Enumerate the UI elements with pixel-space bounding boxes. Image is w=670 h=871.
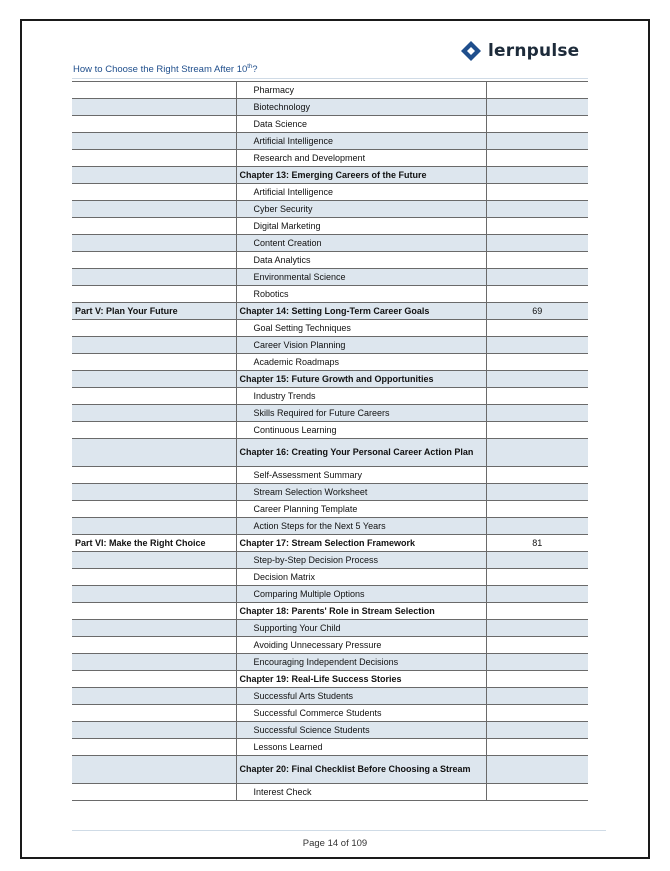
toc-section-cell bbox=[236, 722, 486, 739]
toc-page-cell bbox=[486, 116, 588, 133]
table-row bbox=[72, 439, 588, 467]
section-title: Successful Commerce Students bbox=[253, 707, 382, 718]
toc-page-cell bbox=[486, 337, 588, 354]
toc-page-cell bbox=[486, 722, 588, 739]
toc-page-cell bbox=[486, 671, 588, 688]
toc-part-cell bbox=[72, 439, 236, 467]
toc-section-cell bbox=[236, 269, 486, 286]
toc-body bbox=[72, 82, 588, 801]
toc-chapter-cell bbox=[236, 439, 486, 467]
toc-part-cell bbox=[72, 116, 236, 133]
toc-page-cell: 81 bbox=[486, 535, 588, 552]
toc-part-cell: Part VI: Make the Right Choice bbox=[72, 535, 236, 552]
toc-section-cell bbox=[236, 354, 486, 371]
section-title: Content Creation bbox=[253, 237, 322, 248]
table-row bbox=[72, 637, 588, 654]
toc-page-cell bbox=[486, 484, 588, 501]
toc-section-cell bbox=[236, 586, 486, 603]
toc-part-cell bbox=[72, 586, 236, 603]
toc-chapter-cell bbox=[236, 371, 486, 388]
toc-page-cell bbox=[486, 439, 588, 467]
toc-page-cell bbox=[486, 603, 588, 620]
toc-part-cell bbox=[72, 671, 236, 688]
toc-section-cell bbox=[236, 150, 486, 167]
toc-page-cell bbox=[486, 286, 588, 303]
toc-chapter-cell bbox=[236, 167, 486, 184]
toc-part-cell bbox=[72, 654, 236, 671]
table-row bbox=[72, 671, 588, 688]
toc-section-cell bbox=[236, 201, 486, 218]
page-number-footer: Page 14 of 109 bbox=[302, 838, 368, 849]
header-divider bbox=[72, 78, 588, 79]
toc-page-cell bbox=[486, 99, 588, 116]
toc-section-cell bbox=[236, 705, 486, 722]
toc-part-cell bbox=[72, 422, 236, 439]
toc-part-cell bbox=[72, 705, 236, 722]
table-row bbox=[72, 518, 588, 535]
table-row bbox=[72, 535, 588, 552]
chapter-title: Chapter 18: Parents' Role in Stream Selection bbox=[239, 605, 435, 616]
toc-page-cell bbox=[486, 739, 588, 756]
toc-section-cell bbox=[236, 252, 486, 269]
chapter-title: Chapter 15: Future Growth and Opportunities bbox=[239, 373, 434, 384]
toc-part-cell bbox=[72, 286, 236, 303]
table-row bbox=[72, 603, 588, 620]
header-title-prefix: How to Choose the Right Stream After 10 bbox=[73, 64, 248, 76]
section-title: Artificial Intelligence bbox=[253, 135, 334, 146]
table-row bbox=[72, 252, 588, 269]
section-title: Data Science bbox=[253, 118, 308, 129]
toc-chapter-cell bbox=[236, 756, 486, 784]
section-title: Cyber Security bbox=[253, 203, 313, 214]
toc-section-cell bbox=[236, 501, 486, 518]
toc-page-cell bbox=[486, 467, 588, 484]
toc-section-cell bbox=[236, 235, 486, 252]
table-row bbox=[72, 756, 588, 784]
toc-part-cell bbox=[72, 405, 236, 422]
table-row bbox=[72, 371, 588, 388]
section-title: Successful Science Students bbox=[253, 724, 370, 735]
logo-text: lernpulse bbox=[488, 41, 580, 61]
table-row bbox=[72, 784, 588, 801]
toc-part-cell bbox=[72, 484, 236, 501]
toc-section-cell bbox=[236, 784, 486, 801]
toc-chapter-cell bbox=[236, 303, 486, 320]
toc-page-cell bbox=[486, 756, 588, 784]
section-title: Stream Selection Worksheet bbox=[253, 486, 368, 497]
toc-part-cell bbox=[72, 337, 236, 354]
toc-section-cell bbox=[236, 552, 486, 569]
table-row bbox=[72, 569, 588, 586]
toc-part-cell bbox=[72, 784, 236, 801]
toc-part-cell bbox=[72, 388, 236, 405]
toc-page-cell bbox=[486, 150, 588, 167]
table-row bbox=[72, 99, 588, 116]
table-row bbox=[72, 116, 588, 133]
table-row bbox=[72, 586, 588, 603]
table-row bbox=[72, 405, 588, 422]
table-row bbox=[72, 133, 588, 150]
section-title: Artificial Intelligence bbox=[253, 186, 334, 197]
toc-chapter-cell bbox=[236, 671, 486, 688]
toc-page-cell bbox=[486, 320, 588, 337]
toc-part-cell bbox=[72, 603, 236, 620]
toc-section-cell bbox=[236, 654, 486, 671]
toc-section-cell bbox=[236, 467, 486, 484]
toc-part-cell bbox=[72, 235, 236, 252]
toc-page-cell bbox=[486, 388, 588, 405]
section-title: Biotechnology bbox=[253, 101, 311, 112]
table-row bbox=[72, 320, 588, 337]
toc-section-cell bbox=[236, 388, 486, 405]
toc-part-cell bbox=[72, 167, 236, 184]
toc-page-cell bbox=[486, 184, 588, 201]
diamond-logo-icon bbox=[460, 40, 482, 62]
toc-section-cell bbox=[236, 82, 486, 99]
toc-chapter-cell bbox=[236, 535, 486, 552]
brand-logo bbox=[460, 40, 579, 62]
toc-section-cell bbox=[236, 99, 486, 116]
section-title: Interest Check bbox=[253, 786, 312, 797]
toc-page-cell bbox=[486, 501, 588, 518]
toc-part-cell bbox=[72, 320, 236, 337]
table-row bbox=[72, 167, 588, 184]
table-row bbox=[72, 82, 588, 99]
table-row bbox=[72, 484, 588, 501]
section-title: Environmental Science bbox=[253, 271, 346, 282]
table-row bbox=[72, 184, 588, 201]
table-row bbox=[72, 705, 588, 722]
toc-section-cell bbox=[236, 518, 486, 535]
toc-page-cell bbox=[486, 218, 588, 235]
table-row bbox=[72, 354, 588, 371]
table-row bbox=[72, 150, 588, 167]
toc-section-cell bbox=[236, 337, 486, 354]
toc-page-cell bbox=[486, 422, 588, 439]
table-row bbox=[72, 654, 588, 671]
section-title: Avoiding Unnecessary Pressure bbox=[253, 639, 382, 650]
footer-divider bbox=[72, 830, 606, 831]
document-header-title bbox=[73, 64, 258, 75]
section-title: Career Planning Template bbox=[253, 503, 358, 514]
section-title: Supporting Your Child bbox=[253, 622, 341, 633]
toc-page-cell: 69 bbox=[486, 303, 588, 320]
table-row bbox=[72, 739, 588, 756]
toc-page-cell bbox=[486, 167, 588, 184]
table-row bbox=[72, 388, 588, 405]
toc-part-cell bbox=[72, 569, 236, 586]
toc-page-cell bbox=[486, 371, 588, 388]
section-title: Digital Marketing bbox=[253, 220, 321, 231]
table-row bbox=[72, 688, 588, 705]
toc-part-cell bbox=[72, 133, 236, 150]
toc-page-cell bbox=[486, 518, 588, 535]
toc-section-cell bbox=[236, 184, 486, 201]
toc-page-cell bbox=[486, 405, 588, 422]
toc-page-cell bbox=[486, 586, 588, 603]
chapter-title: Chapter 20: Final Checklist Before Choosing a Stream bbox=[239, 764, 471, 774]
section-title: Data Analytics bbox=[253, 254, 311, 265]
table-row bbox=[72, 467, 588, 484]
section-title: Action Steps for the Next 5 Years bbox=[253, 520, 386, 531]
table-row bbox=[72, 235, 588, 252]
toc-section-cell bbox=[236, 739, 486, 756]
toc-part-cell bbox=[72, 184, 236, 201]
toc-section-cell bbox=[236, 637, 486, 654]
toc-chapter-cell bbox=[236, 603, 486, 620]
toc-part-cell bbox=[72, 688, 236, 705]
table-row bbox=[72, 269, 588, 286]
section-title: Step-by-Step Decision Process bbox=[253, 554, 379, 565]
table-row bbox=[72, 620, 588, 637]
chapter-title: Chapter 13: Emerging Careers of the Future bbox=[239, 169, 427, 180]
table-row bbox=[72, 552, 588, 569]
toc-page-cell bbox=[486, 354, 588, 371]
toc-section-cell bbox=[236, 320, 486, 337]
section-title: Comparing Multiple Options bbox=[253, 588, 365, 599]
toc-section-cell bbox=[236, 620, 486, 637]
toc-part-cell bbox=[72, 552, 236, 569]
toc-page-cell bbox=[486, 654, 588, 671]
section-title: Successful Arts Students bbox=[253, 690, 354, 701]
chapter-title: Chapter 14: Setting Long-Term Career Goals bbox=[239, 305, 430, 316]
toc-page-cell bbox=[486, 269, 588, 286]
section-title: Continuous Learning bbox=[253, 424, 337, 435]
toc-page-cell bbox=[486, 82, 588, 99]
toc-part-cell bbox=[72, 501, 236, 518]
toc-section-cell bbox=[236, 569, 486, 586]
section-title: Decision Matrix bbox=[253, 571, 316, 582]
section-title: Career Vision Planning bbox=[253, 339, 346, 350]
toc-page-cell bbox=[486, 133, 588, 150]
toc-section-cell bbox=[236, 422, 486, 439]
section-title: Pharmacy bbox=[253, 84, 295, 95]
toc-page-cell bbox=[486, 235, 588, 252]
toc-page-cell bbox=[486, 201, 588, 218]
toc-part-cell bbox=[72, 722, 236, 739]
section-title: Goal Setting Techniques bbox=[253, 322, 351, 333]
toc-page-cell bbox=[486, 705, 588, 722]
table-row bbox=[72, 422, 588, 439]
toc-part-cell bbox=[72, 150, 236, 167]
table-row bbox=[72, 303, 588, 320]
toc-part-cell bbox=[72, 269, 236, 286]
table-row bbox=[72, 286, 588, 303]
section-title: Skills Required for Future Careers bbox=[253, 407, 390, 418]
toc-section-cell bbox=[236, 688, 486, 705]
toc-section-cell bbox=[236, 116, 486, 133]
toc-part-cell bbox=[72, 518, 236, 535]
header-title-suffix: ? bbox=[252, 64, 258, 76]
toc-page-cell bbox=[486, 688, 588, 705]
toc-section-cell bbox=[236, 218, 486, 235]
toc-part-cell bbox=[72, 82, 236, 99]
toc-part-cell bbox=[72, 354, 236, 371]
toc-part-cell bbox=[72, 218, 236, 235]
toc-page-cell bbox=[486, 620, 588, 637]
section-title: Self-Assessment Summary bbox=[253, 469, 363, 480]
table-row bbox=[72, 201, 588, 218]
table-row bbox=[72, 218, 588, 235]
toc-section-cell bbox=[236, 286, 486, 303]
toc-section-cell bbox=[236, 133, 486, 150]
toc-part-cell bbox=[72, 371, 236, 388]
toc-part-cell bbox=[72, 467, 236, 484]
toc-part-cell bbox=[72, 756, 236, 784]
toc-part-cell bbox=[72, 201, 236, 218]
section-title: Lessons Learned bbox=[253, 741, 323, 752]
toc-page-cell bbox=[486, 569, 588, 586]
toc-part-cell bbox=[72, 637, 236, 654]
toc-part-cell bbox=[72, 252, 236, 269]
section-title: Encouraging Independent Decisions bbox=[253, 656, 399, 667]
table-of-contents bbox=[72, 81, 588, 801]
chapter-title: Chapter 19: Real-Life Success Stories bbox=[239, 673, 402, 684]
section-title: Industry Trends bbox=[253, 390, 316, 401]
toc-page-cell bbox=[486, 252, 588, 269]
toc-section-cell bbox=[236, 405, 486, 422]
toc-part-cell bbox=[72, 739, 236, 756]
table-row bbox=[72, 501, 588, 518]
table-row bbox=[72, 337, 588, 354]
toc-page-cell bbox=[486, 552, 588, 569]
chapter-title: Chapter 17: Stream Selection Framework bbox=[239, 537, 416, 548]
toc-part-cell: Part V: Plan Your Future bbox=[72, 303, 236, 320]
section-title: Academic Roadmaps bbox=[253, 356, 340, 367]
section-title: Robotics bbox=[253, 288, 289, 299]
header-title-superscript: th bbox=[247, 64, 253, 70]
toc-page-cell bbox=[486, 784, 588, 801]
toc-section-cell bbox=[236, 484, 486, 501]
toc-part-cell bbox=[72, 99, 236, 116]
toc-part-cell bbox=[72, 620, 236, 637]
section-title: Research and Development bbox=[253, 152, 366, 163]
table-row bbox=[72, 722, 588, 739]
toc-page-cell bbox=[486, 637, 588, 654]
chapter-title: Chapter 16: Creating Your Personal Career Action Plan bbox=[239, 447, 474, 457]
